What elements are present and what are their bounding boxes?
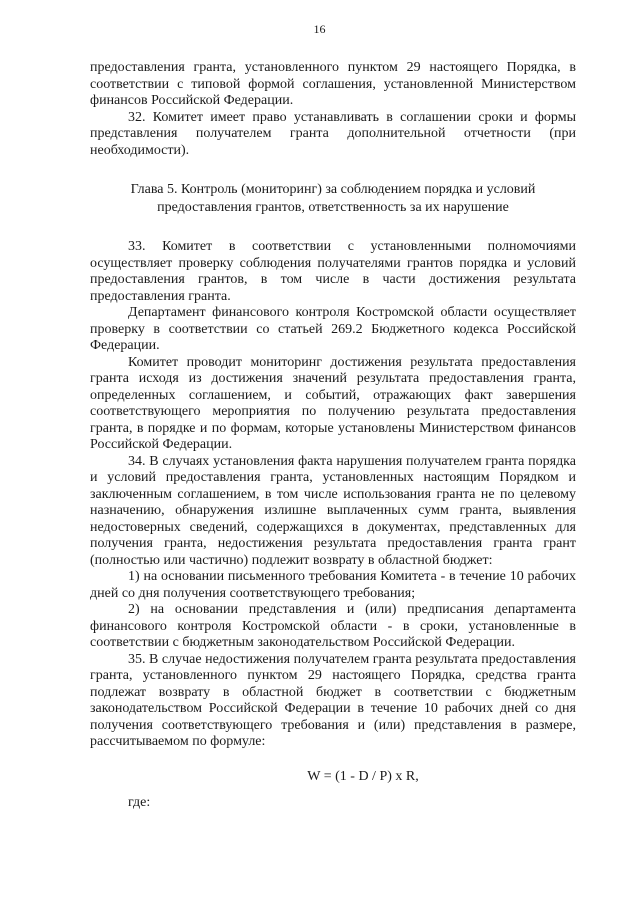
list-item-1: 1) на основании письменного требования Комитета - в течение 10 рабочих дней со дня получения соответствующего требования; [90,569,576,601]
paragraph-continuation: предоставления гранта, установленного пунктом 29 настоящего Порядка, в соответствии с типовой формой соглашения, установленной Министерством финансов Российской Федерации. [90,60,576,108]
paragraph-34: 34. В случаях установления факта нарушения получателем гранта порядка и условий предоставления гранта, установленных настоящим Порядком и заключенным соглашением, в том числе использования гранта не по целевому назначению, обнаружения излишне выплаченных сумм гранта, выявления недостоверных сведений, содержащихся в документах, представленных для получения гранта, недостижения результата предоставления гранта грант (полностью или частично) подлежит возврату в областной бюджет: [90,453,576,568]
list-item-2: 2) на основании представления и (или) предписания департамента финансового контроля Костромской области - в сроки, установленные в соответствии с бюджетным законодательством Российской Федерации. [90,602,576,650]
formula-where-label: где: [128,795,151,810]
paragraph-monitoring: Комитет проводит мониторинг достижения результата предоставления гранта исходя из достижения значений результата предоставления гранта, определенных соглашением, и событий, отражающих факт завершения соответствующего мероприятия по получению результата предоставления гранта, в порядке и по формам, которые установлены Министерством финансов Российской Федерации. [90,354,576,452]
paragraph-department-check: Департамент финансового контроля Костромской области осуществляет проверку в соответствии со статьей 269.2 Бюджетного кодекса Российской Федерации. [90,305,576,353]
paragraph-32: 32. Комитет имеет право устанавливать в соглашении сроки и формы представления получателем гранта дополнительной отчетности (при необходимости). [90,109,576,158]
paragraph-35: 35. В случае недостижения получателем гранта результата предоставления гранта, установленного пунктом 29 настоящего Порядка, средства гранта подлежат возврату в областной бюджет в соответствии с бюджетным законодательством Российской Федерации в течение 10 рабочих дней со дня получения соответствующего требования и (или) представления в размере, рассчитываемом по формуле: [90,651,576,749]
formula: W = (1 - D / P) x R, [307,768,419,784]
document-body [90,60,576,812]
page-number: 16 [313,22,326,36]
paragraph-33: 33. Комитет в соответствии с установленными полномочиями осуществляет проверку соблюдения получателями грантов порядка и условий предоставления грантов, в том числе в части достижения результата предоставления гранта. [90,239,576,304]
chapter-heading: Глава 5. Контроль (мониторинг) за соблюдением порядка и условий предоставления грантов, ответственность за их нарушение [130,182,536,215]
